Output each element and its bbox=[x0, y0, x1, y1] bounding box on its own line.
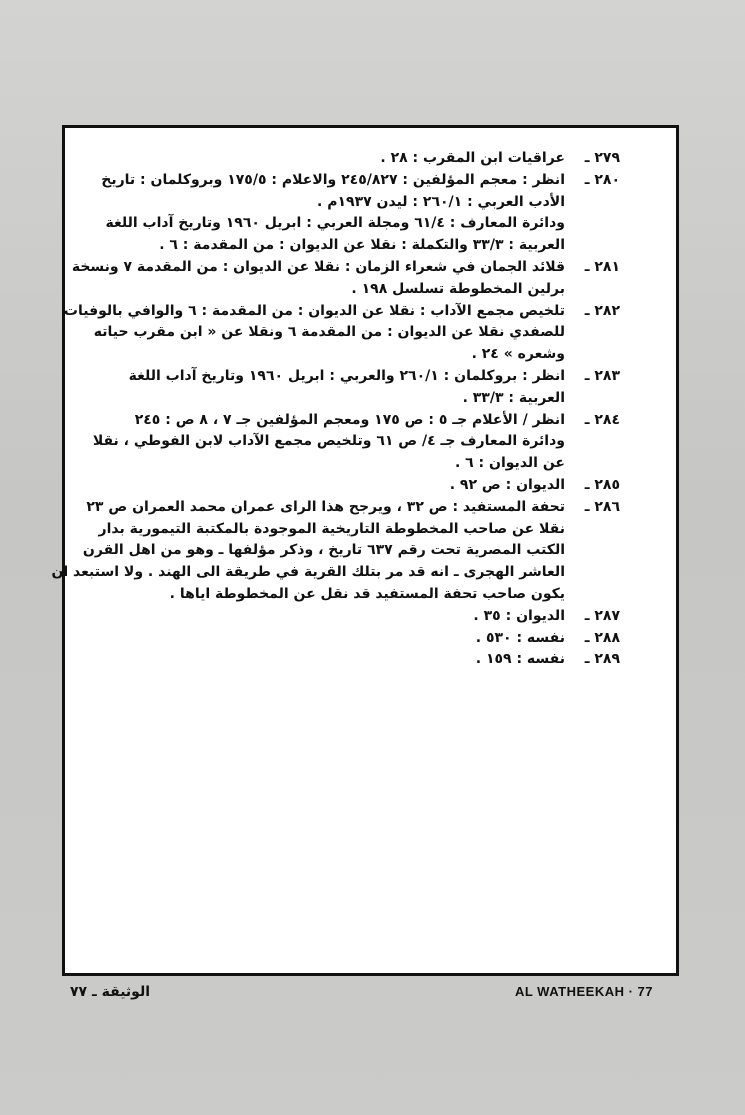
footnote-text-line: انظر / الأعلام جـ ٥ : ص ١٧٥ ومعجم المؤلفين جـ ٧ ، ٨ ص : ٢٤٥ bbox=[134, 411, 565, 428]
footnote-text-line: العاشر الهجرى ـ انه قد مر بتلك القرية في طريقة الى الهند . ولا استبعد ان bbox=[51, 564, 565, 581]
footnote-item bbox=[51, 497, 620, 606]
footnote-text-line: قلائد الجمان في شعراء الزمان : نقلا عن الديوان : من المقدمة ٧ ونسخة bbox=[71, 258, 565, 275]
footnote-item bbox=[95, 170, 620, 257]
footnote-number: ٢٨٩ ـ bbox=[584, 651, 620, 668]
footnote-number: ٢٨٤ ـ bbox=[584, 411, 620, 428]
footnote-text-line: للصفدي نقلا عن الديوان : من المقدمة ٦ ونقلا عن « ابن مقرب حياته bbox=[93, 324, 565, 341]
footnote-text-line: الديوان : ٣٥ . bbox=[473, 607, 565, 624]
footnote-number: ٢٨٢ ـ bbox=[584, 302, 620, 319]
footer-arabic-page-label: الوثيقة ـ ٧٧ bbox=[70, 984, 150, 1000]
footnote-text-line: وشعره » ٢٤ . bbox=[471, 346, 565, 363]
footnote-text-line: ودائرة المعارف : ٦١/٤ ومجلة العربي : ابريل ١٩٦٠ وتاريخ آداب اللغة bbox=[105, 215, 565, 232]
footnotes-list bbox=[51, 148, 620, 671]
footnote-text-line: انظر : بروكلمان : ٢٦٠/١ والعربي : ابريل ١٩٦٠ وتاريخ آداب اللغة bbox=[128, 367, 565, 384]
footnote-item bbox=[92, 410, 620, 475]
footnote-text-line: العربية : ٣٣/٣ . bbox=[462, 389, 565, 406]
footnote-item bbox=[95, 606, 620, 628]
footnote-item bbox=[95, 649, 620, 671]
footnote-text-line: نقلا عن صاحب المخطوطة التاريخية الموجودة بالمكتبة التيمورية بدار bbox=[98, 520, 565, 537]
footnote-number: ٢٨٧ ـ bbox=[584, 607, 620, 624]
footnote-item bbox=[95, 475, 620, 497]
footnote-number: ٢٨٣ ـ bbox=[584, 367, 620, 384]
footnote-text-line: الأدب العربي : ٢٦٠/١ : ليدن ١٩٣٧م . bbox=[317, 193, 565, 210]
footnote-number: ٢٨٨ ـ bbox=[584, 629, 620, 646]
footnote-number: ٢٧٩ ـ bbox=[584, 150, 620, 166]
footnote-text-line: يكون صاحب تحفة المستفيد قد نقل عن المخطوطة اياها . bbox=[169, 585, 565, 602]
footnote-number: ٢٨١ ـ bbox=[584, 258, 620, 275]
footnote-text-line: برلين المخطوطة تسلسل ١٩٨ . bbox=[351, 280, 565, 297]
footnote-text-line: انظر : معجم المؤلفين : ٢٤٥/٨٢٧ والاعلام : ١٧٥/٥ وبروكلمان : تاريخ bbox=[101, 171, 565, 188]
footnote-text-line: الكتب المصرية تحت رقم ٦٣٧ تاريخ ، وذكر مؤلفها ـ وهو من اهل القرن bbox=[82, 542, 565, 559]
footnote-text-line: عراقيات ابن المقرب : ٢٨ . bbox=[380, 150, 565, 166]
footnote-item bbox=[95, 628, 620, 650]
footnote-number: ٢٨٥ ـ bbox=[584, 476, 620, 493]
footnote-item bbox=[95, 366, 620, 410]
footnote-text-line: العربية : ٣٣/٣ والتكملة : نقلا عن الديوان : من المقدمة : ٦ . bbox=[159, 237, 565, 254]
footnote-number: ٢٨٦ ـ bbox=[584, 498, 620, 515]
footnote-text-line: الديوان : ص ٩٢ . bbox=[449, 476, 565, 493]
footnote-number: ٢٨٠ ـ bbox=[584, 171, 620, 188]
footnote-item bbox=[71, 257, 620, 301]
footnote-text-line: تلخيص مجمع الآداب : نقلا عن الديوان : من المقدمة : ٦ والوافي بالوفيات bbox=[63, 302, 565, 319]
footnote-text-line: نفسه : ١٥٩ . bbox=[475, 651, 565, 668]
footnote-text-line: عن الديوان : ٦ . bbox=[454, 455, 565, 472]
footnote-text-line: نفسه : ٥٣٠ . bbox=[475, 629, 565, 646]
footnote-item bbox=[95, 148, 620, 170]
footnote-item bbox=[63, 301, 620, 366]
footer-english-page-label: AL WATHEEKAH · 77 bbox=[514, 984, 653, 999]
footnote-text-line: ودائرة المعارف جـ ٤/ ص ٦١ وتلخيص مجمع الآداب لابن الفوطي ، نقلا bbox=[92, 433, 565, 450]
footnote-text-line: تحفة المستفيد : ص ٣٢ ، ويرجح هذا الراى عمران محمد العمران ص ٢٣ bbox=[86, 498, 565, 515]
